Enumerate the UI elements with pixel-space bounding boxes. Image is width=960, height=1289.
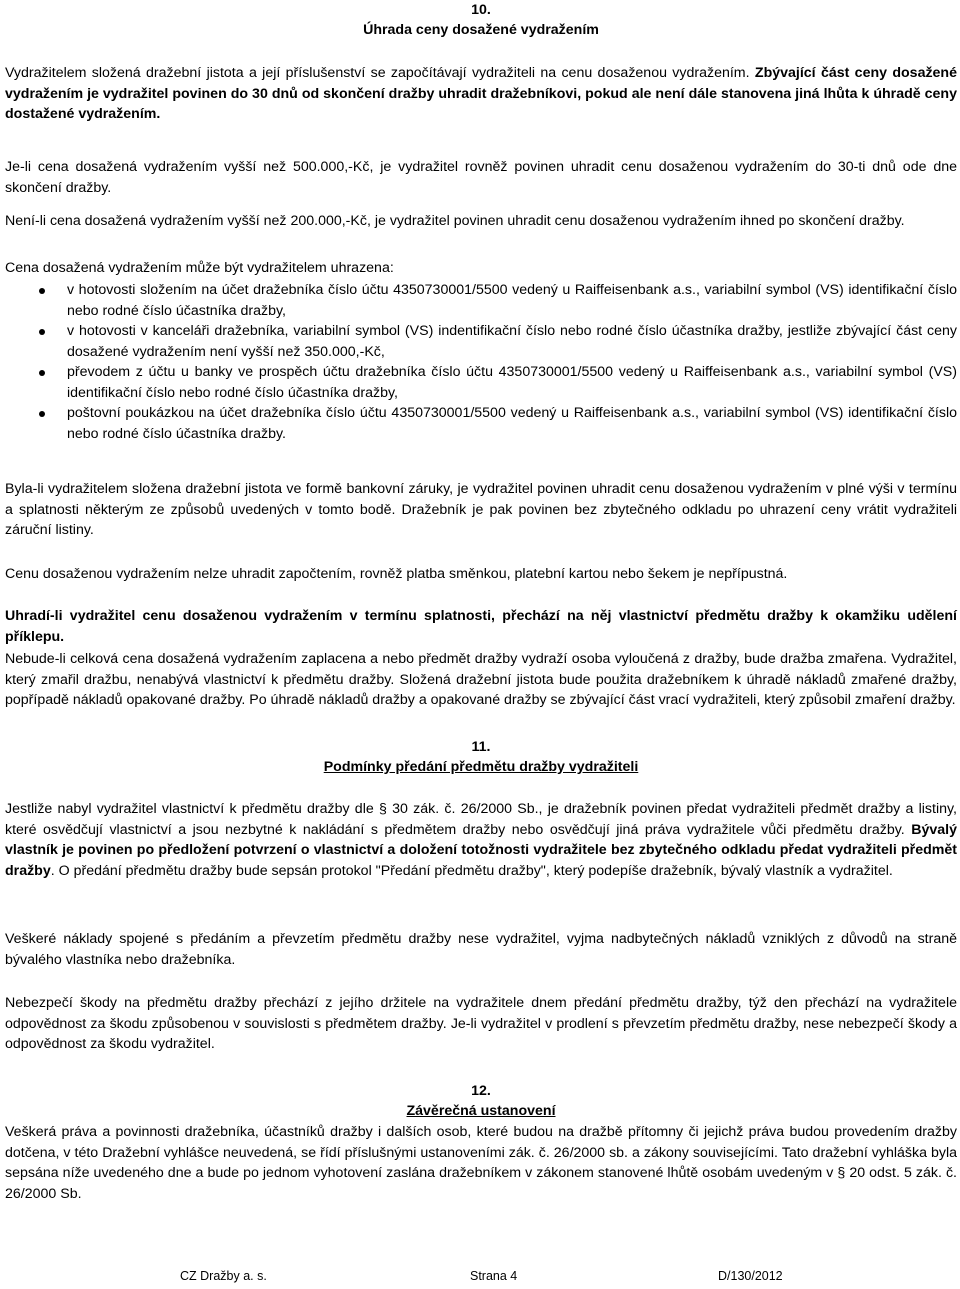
footer-company: CZ Dražby a. s. — [180, 1269, 267, 1283]
section-10-paragraph-4: Cena dosažená vydražením může být vydražitelem uhrazena: — [5, 260, 394, 276]
section-10-title: Úhrada ceny dosažené vydražením — [363, 22, 599, 38]
bullet-icon — [39, 411, 45, 417]
footer-reference: D/130/2012 — [718, 1269, 783, 1283]
footer-page-number: Strana 4 — [470, 1269, 518, 1283]
payment-methods-list — [5, 280, 957, 444]
section-11-paragraph-2: Veškeré náklady spojené s předáním a převzetím předmětu dražby nese vydražitel, vyjma nadbytečných nákladů vzniklých z důvodů na straně bývalého vlastníka nebo dražebníka. — [5, 931, 957, 968]
bullet-icon — [39, 329, 45, 335]
bullet-icon — [39, 370, 45, 376]
section-11-paragraph-1: Jestliže nabyl vydražitel vlastnictví k předmětu dražby dle § 30 zák. č. 26/2000 Sb., je dražebník povinen předat vydražiteli předmět dražby a listiny, které osvědčují vlastnictví a jsou nezbytné k nakládání s předmětem dražby nebo osvědčují jiná práva vydražitele vůči předmětu dražby. Bývalý vlastník je povinen po předložení potvrzení o vlastnictví a doložení totožnosti vydražitele bez zbytečného odkladu předat vydražiteli předmět dražby. O předání předmětu dražby bude sepsán protokol "Předání předmětu dražby", který podepíše dražebník, bývalý vlastník a vydražitel. — [5, 801, 957, 879]
section-12-title: Závěrečná ustanovení — [406, 1103, 556, 1119]
list-item: v hotovosti v kanceláři dražebníka, variabilní symbol (VS) indentifikační číslo nebo rodné číslo účastníka dražby, jestliže zbývající část ceny dosažené vydražením není vyšší než 350.000,-Kč, — [5, 321, 957, 362]
section-11-number: 11. — [471, 739, 491, 755]
list-item: poštovní poukázkou na účet dražebníka číslo účtu 4350730001/5500 vedený u Raiffeisenbank a.s., variabilní symbol (VS) identifikační číslo nebo rodné číslo účastníka dražby. — [5, 403, 957, 444]
bullet-icon — [39, 288, 45, 294]
section-10-paragraph-3: Není-li cena dosažená vydražením vyšší než 200.000,-Kč, je vydražitel povinen uhradit cenu dosaženou vydražením ihned po skončení dražby. — [5, 213, 905, 229]
section-12-number: 12. — [471, 1083, 491, 1099]
section-10-paragraph-2: Je-li cena dosažená vydražením vyšší než 500.000,-Kč, je vydražitel rovněž povinen uhradit cenu dosaženou vydražením do 30-ti dnů ode dne skončení dražby. — [5, 159, 957, 196]
list-item: převodem z účtu u banky ve prospěch účtu dražebníka číslo účtu 4350730001/5500 vedený u Raiffeisenbank a.s., variabilní symbol (VS) identifikační číslo nebo rodné číslo účastníka dražby, — [5, 362, 957, 403]
list-item: v hotovosti složením na účet dražebníka číslo účtu 4350730001/5500 vedený u Raiffeisenbank a.s., variabilní symbol (VS) identifikační číslo nebo rodné číslo účastníka dražby, — [5, 280, 957, 321]
section-10-number: 10. — [471, 2, 491, 18]
section-11-paragraph-3: Nebezpečí škody na předmětu dražby přechází z jejího držitele na vydražitele dnem předání předmětu dražby, týž den přechází na vydražitele odpovědnost za škodu způsobenou v souvislosti s předmětem dražby. Je-li vydražitel v prodlení s převzetím předmětu dražby, nese nebezpečí škody a odpovědnost za škodu vydražitel. — [5, 995, 957, 1052]
section-10-paragraph-8: Nebude-li celková cena dosažená vydražením zaplacena a nebo předmět dražby vydraží osoba vyloučená z dražby, bude dražba zmařena. Vydražitel, který zmařil dražbu, nenabývá vlastnictví k předmětu dražby. Složená dražební jistota bude použita dražebníkem k úhradě nákladů zmařené dražby, popřípadě nákladů opakované dražby. Po úhradě nákladů dražby a opakované dražby se zbývající část vrací vydražiteli, který způsobil zmaření dražby. — [5, 651, 957, 708]
section-10-paragraph-5: Byla-li vydražitelem složena dražební jistota ve formě bankovní záruky, je vydražitel povinen uhradit cenu dosaženou vydražením v plné výši v termínu a splatnosti některým ze způsobů uvedených v tomto bodě. Dražebník je pak povinen bez zbytečného odkladu po uhrazení ceny vrátit vydražiteli záruční listiny. — [5, 481, 957, 538]
section-10-paragraph-1: Vydražitelem složená dražební jistota a její příslušenství se započítávají vydražiteli na cenu dosaženou vydražením. Zbývající část ceny dosažené vydražením je vydražitel povinen do 30 dnů od skončení dražby uhradit dražebníkovi, pokud ale není dále stanovena jiná lhůta k úhradě ceny dostažené vydražením. — [5, 65, 957, 122]
section-12-paragraph-1: Veškerá práva a povinnosti dražebníka, účastníků dražby i dalších osob, které budou na dražbě přítomny či jejichž práva budou provedením dražby dotčena, v této Dražební vyhlášce neuvedená, se řídí příslušnými ustanoveními zák. č. 26/2000 sb. a zákony souvisejícími. Tato dražební vyhláška byla sepsána níže uvedeného dne a bude po jednom vyhotovení zaslána dražebníkem v zákonem stanovené lhůtě osobám uvedeným v § 20 odst. 5 zák. č. 26/2000 Sb. — [5, 1124, 957, 1202]
section-11-title: Podmínky předání předmětu dražby vydražiteli — [323, 759, 639, 775]
section-10-paragraph-6: Cenu dosaženou vydražením nelze uhradit započtením, rovněž platba směnkou, platební kartou nebo šekem je nepřípustná. — [5, 566, 788, 582]
section-10-paragraph-7: Uhradí-li vydražitel cenu dosaženou vydražením v termínu splatnosti, přechází na něj vlastnictví předmětu dražby k okamžiku udělení příklepu. — [5, 608, 957, 645]
